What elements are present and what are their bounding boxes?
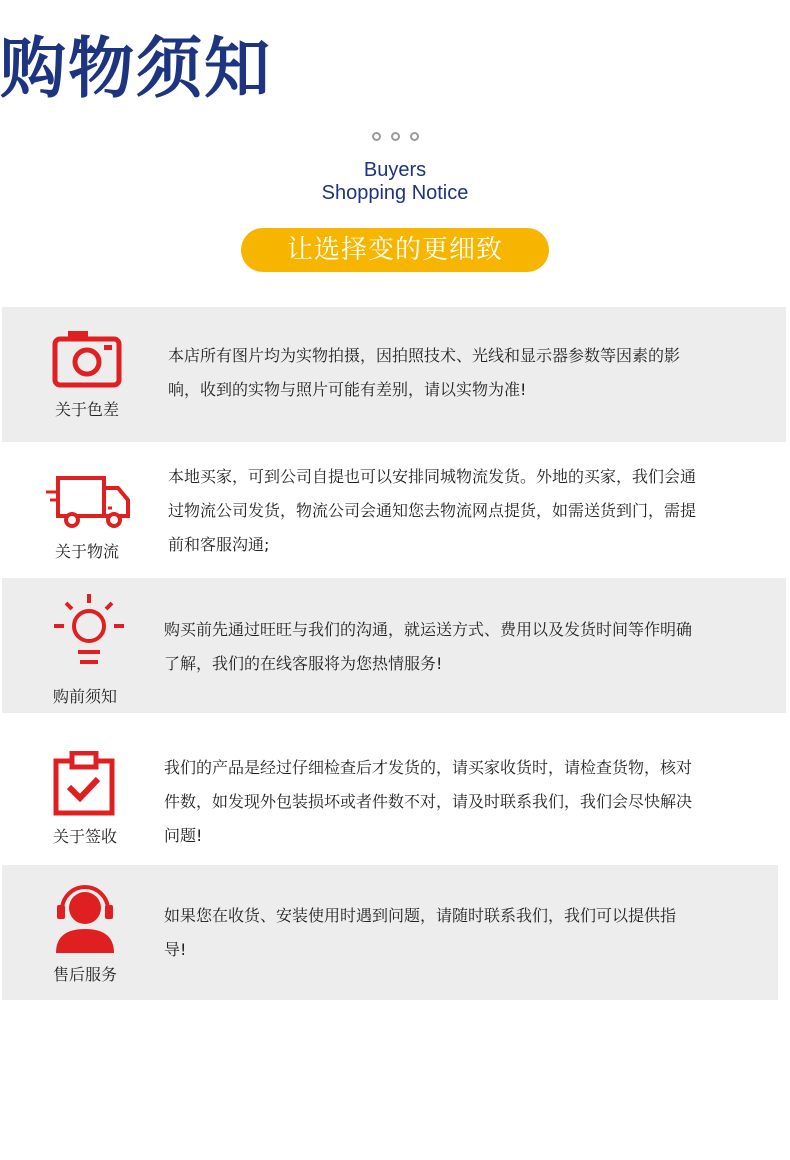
notice-row-logistics	[2, 442, 786, 578]
label-color-difference: 关于色差	[54, 400, 119, 419]
desc-aftersales: 如果您在收货、安装使用时遇到问题，请随时联系我们，我们可以提供指导!	[164, 906, 677, 959]
label-aftersales: 售后服务	[52, 965, 117, 984]
label-prepurchase: 购前须知	[52, 687, 117, 706]
slogan-pill: 让选择变的更细致	[241, 228, 549, 272]
label-receipt: 关于签收	[52, 827, 117, 846]
camera-icon	[52, 327, 124, 389]
notice-row-prepurchase	[2, 578, 786, 713]
dot-icon	[391, 132, 400, 141]
truck-icon	[46, 474, 134, 532]
desc-prepurchase: 购买前先通过旺旺与我们的沟通，就运送方式、费用以及发货时间等作明确了解，我们的在线客服将为您热情服务!	[164, 620, 693, 673]
notice-row-receipt	[2, 713, 786, 865]
notice-row-color	[2, 307, 786, 442]
desc-logistics: 本地买家，可到公司自提也可以安排同城物流发货。外地的买家，我们会通过物流公司发货，物流公司会通知您去物流网点提货，如需送货到门，需提前和客服沟通;	[168, 467, 697, 554]
page-title: 购物须知	[0, 30, 272, 107]
notice-row-aftersales	[2, 865, 778, 1000]
lightbulb-icon	[52, 592, 126, 670]
dot-icon	[410, 132, 419, 141]
desc-receipt: 我们的产品是经过仔细检查后才发货的，请买家收货时，请检查货物，核对件数，如发现外包装损坏或者件数不对，请及时联系我们，我们会尽快解决问题!	[164, 758, 693, 845]
subtitle-buyers: Buyers	[363, 159, 427, 181]
subtitle-shopping-notice: Shopping Notice	[321, 182, 469, 204]
dot-icon	[372, 132, 381, 141]
headset-icon	[54, 883, 116, 955]
desc-color-difference: 本店所有图片均为实物拍摄，因拍照技术、光线和显示器参数等因素的影响，收到的实物与照片可能有差别，请以实物为准!	[168, 346, 681, 399]
label-logistics: 关于物流	[54, 542, 119, 561]
clipboard-check-icon	[52, 751, 118, 817]
decorative-dots	[0, 126, 790, 140]
